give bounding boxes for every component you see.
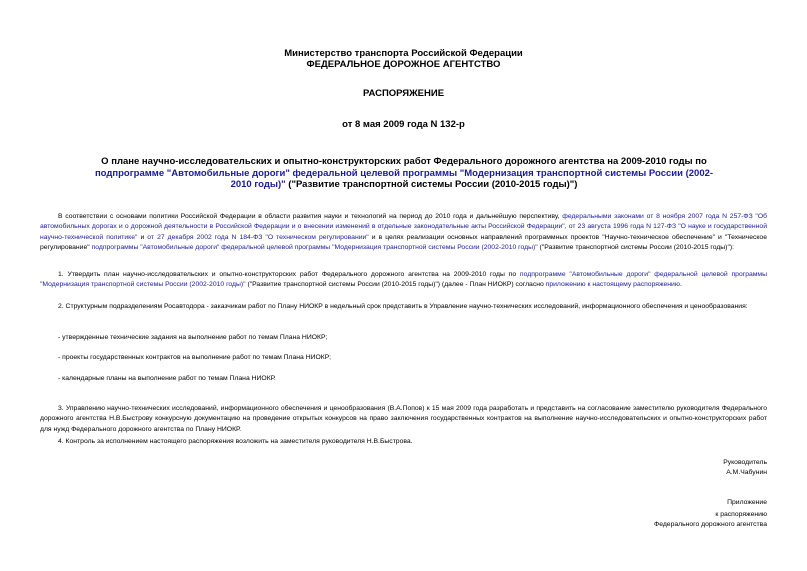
ministry-name: Министерство транспорта Российской Федерации: [284, 48, 523, 59]
clause-1-text-3: .: [679, 281, 682, 289]
agency-name: ФЕДЕРАЛЬНОЕ ДОРОЖНОЕ АГЕНТСТВО: [306, 59, 501, 70]
appendix-link[interactable]: приложению к настоящему распоряжению: [545, 281, 680, 289]
list-item: - утвержденные технические задания на выполнение работ по темам Плана НИОКР;: [58, 334, 328, 341]
clause-2: 2. Структурным подразделениям Росавтодора - заказчикам работ по Плану НИОКР в недельный срок представить в Управление научно-технических исследований, информационного обеспечения и ценообразования:: [58, 303, 748, 310]
preamble-subprogram-link[interactable]: подпрограммы "Автомобильные дороги" федеральной целевой программы "Модернизация транспортной системы России (2002-2010 годы)": [91, 244, 538, 252]
clause-4: 4. Контроль за исполнением настоящего распоряжения возложить на заместителя руководителя Н.В.Быстрова.: [58, 438, 413, 445]
appendix-label: Приложение: [727, 499, 767, 506]
clause-1: [40, 270, 767, 291]
federal-laws-link[interactable]: федеральными законами от 8 ноября 2007 года N 257-ФЗ "Об автомобильных дорогах и о дорожной деятельности в Российской Федерации и о внесении изменений в отдельные законодательные акты Российской Федерации", от 23 августа 1996 года N 127-ФЗ "О науке и государственной научно-технической политике": [40, 213, 768, 241]
clause-1-text-2: ("Развитие транспортной системы России (2010-2015 годы)") (далее - План НИОКР) согласно: [245, 281, 546, 289]
clause-1-text-1: 1. Утвердить план научно-исследовательских и опытно-конструкторских работ Федерального дорожного агентства на 2009-2010 годы по: [58, 271, 520, 278]
preamble-text-2: и: [137, 233, 148, 241]
document-title: [90, 156, 718, 191]
list-item: - проекты государственных контрактов на выполнение работ по темам Плана НИОКР;: [58, 354, 332, 361]
list-item: - календарные планы на выполнение работ по темам Плана НИОКР.: [58, 375, 276, 382]
preamble-paragraph: [40, 212, 767, 254]
preamble-text-1: В соответствии с основами политики Российской Федерации в области развития науки и технологий на период до 2010 года и дальнейшую перспективу,: [58, 213, 563, 220]
appendix-reference: к распоряжению: [715, 511, 767, 518]
document-type: РАСПОРЯЖЕНИЕ: [362, 88, 445, 99]
title-text-2: ("Развитие транспортной системы России (2010-2015 годы)"): [285, 179, 578, 190]
document-date: от 8 мая 2009 года N 132-р: [342, 119, 465, 130]
title-subprogram-link[interactable]: подпрограмме "Автомобильные дороги" федеральной целевой программы "Модернизация транспортной системы России (2002-2010 годы)": [94, 167, 714, 190]
preamble-text-4: ("Развитие транспортной системы России (2010-2015 годы)"):: [537, 244, 735, 252]
preamble-text-3: и в целях реализации основных направлений программных проектов "Научно-техническое обеспечение" и "Техническое регулирование": [40, 233, 767, 252]
clause-1-subprogram-link[interactable]: подпрограмме "Автомобильные дороги" федеральной целевой программы "Модернизация транспортной системы России (2002-2010 годы)": [40, 271, 767, 289]
signature-name: А.М.Чабунин: [726, 469, 767, 476]
title-text-1: О плане научно-исследовательских и опытно-конструкторских работ Федерального дорожного агентства на 2009-2010 годы по: [101, 156, 707, 167]
appendix-agency: Федерального дорожного агентства: [654, 521, 767, 528]
clause-3: 3. Управлению научно-технических исследований, информационного обеспечения и ценообразования (В.А.Попов) к 15 мая 2009 года разработать и представить на согласование заместителю руководителя Федерального дорожного агентства Н.В.Быстрову конкурсную документацию на проведение открытых конкурсов на право заключения государственных контрактов на выполнение научно-исследовательских и опытно-конструкторских работ для нужд Федерального дорожного агентства по Плану НИОКР.: [40, 405, 767, 433]
technical-regulation-law-link[interactable]: от 27 декабря 2002 года N 184-ФЗ "О техническом регулировании": [147, 233, 369, 241]
signature-position: Руководитель: [723, 459, 767, 466]
